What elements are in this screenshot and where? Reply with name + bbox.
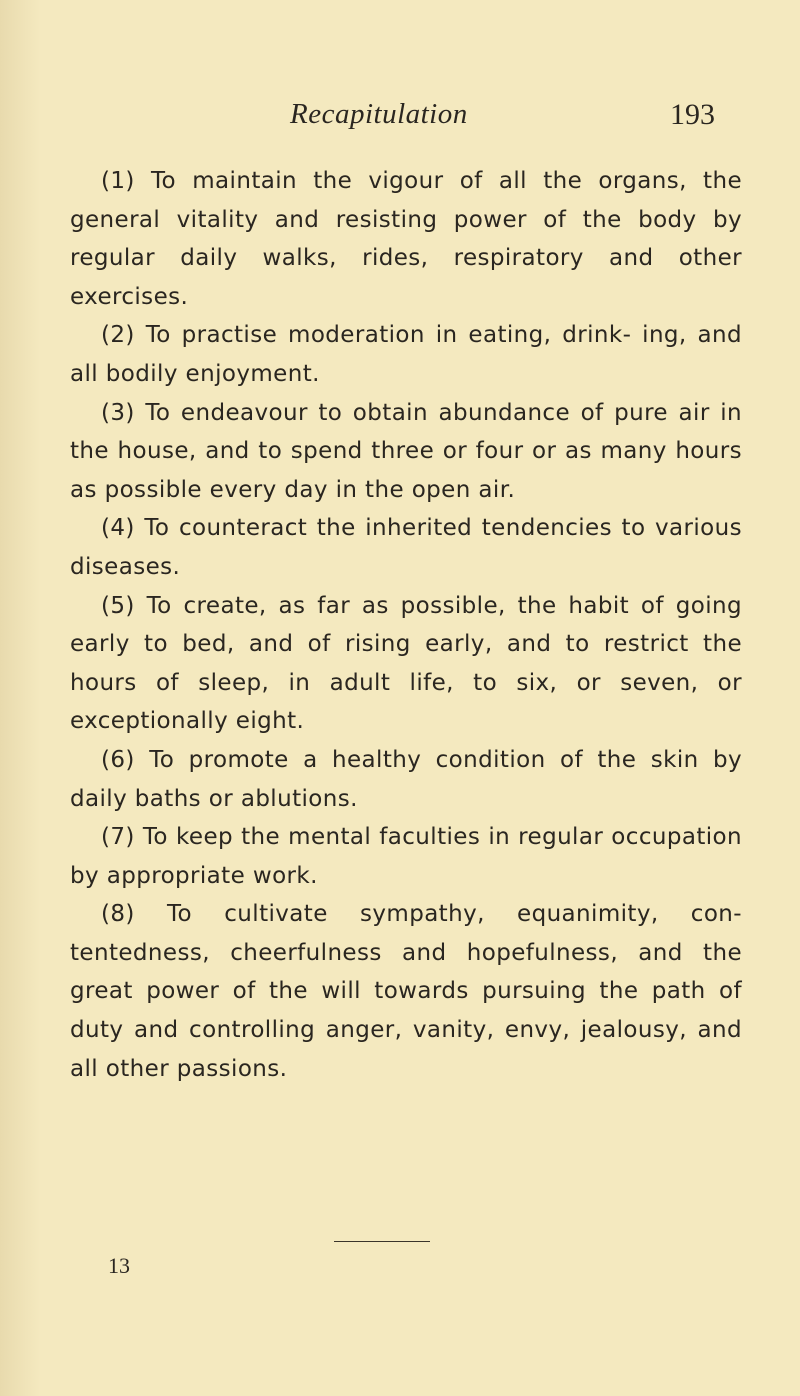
rule-8: [70, 895, 742, 1088]
rule-5: [70, 587, 742, 741]
rule-number: (4): [101, 515, 135, 542]
rule-number: (7): [101, 824, 135, 851]
rule-text: To promote a healthy condition of the skin by daily baths or ablutions.: [70, 746, 743, 812]
rule-number: (5): [101, 592, 135, 619]
rule-text: To cultivate sympathy, equanimity, con- tentedness, cheerfulness and hopefulness, and the great power of the will towards pursuing the path of duty and controlling anger, vanity, envy, jealousy, and all other passions.: [70, 901, 742, 1082]
rule-number: (8): [101, 901, 135, 928]
rules-list: [70, 162, 742, 1088]
rule-text: To maintain the vigour of all the organs, the general vitality and resisting power of the body by regular daily walks, rides, respiratory and other exercises.: [70, 168, 743, 310]
running-head: [290, 98, 740, 138]
signature-mark: 13: [108, 1253, 130, 1278]
rule-2: [70, 316, 742, 393]
rule-6: [70, 741, 742, 818]
running-title: Recapitulation: [290, 98, 468, 130]
rule-number: (6): [101, 746, 135, 773]
end-divider: [334, 1241, 430, 1242]
rule-number: (1): [101, 168, 135, 194]
rule-4: [70, 509, 742, 586]
rule-3: [70, 394, 742, 510]
rule-text: To keep the mental faculties in regular occupation by appropriate work.: [70, 824, 742, 889]
rule-text: To practise moderation in eating, drink- ing, and all bodily enjoyment.: [70, 322, 743, 387]
rule-text: To endeavour to obtain abundance of pure air in the house, and to spend three or four or as many hours as possible every day in the open air.: [70, 399, 742, 503]
page-number: 193: [670, 98, 715, 131]
rule-7: [70, 818, 742, 895]
rule-text: To counteract the inherited tendencies to various diseases.: [70, 515, 742, 580]
rule-number: (3): [101, 399, 135, 426]
rule-text: To create, as far as possible, the habit of going early to bed, and of rising early, and to restrict the hours of sleep, in adult life, to six, or seven, or exceptionally eight.: [70, 592, 742, 735]
rule-number: (2): [101, 322, 135, 349]
rule-1: [70, 162, 742, 316]
